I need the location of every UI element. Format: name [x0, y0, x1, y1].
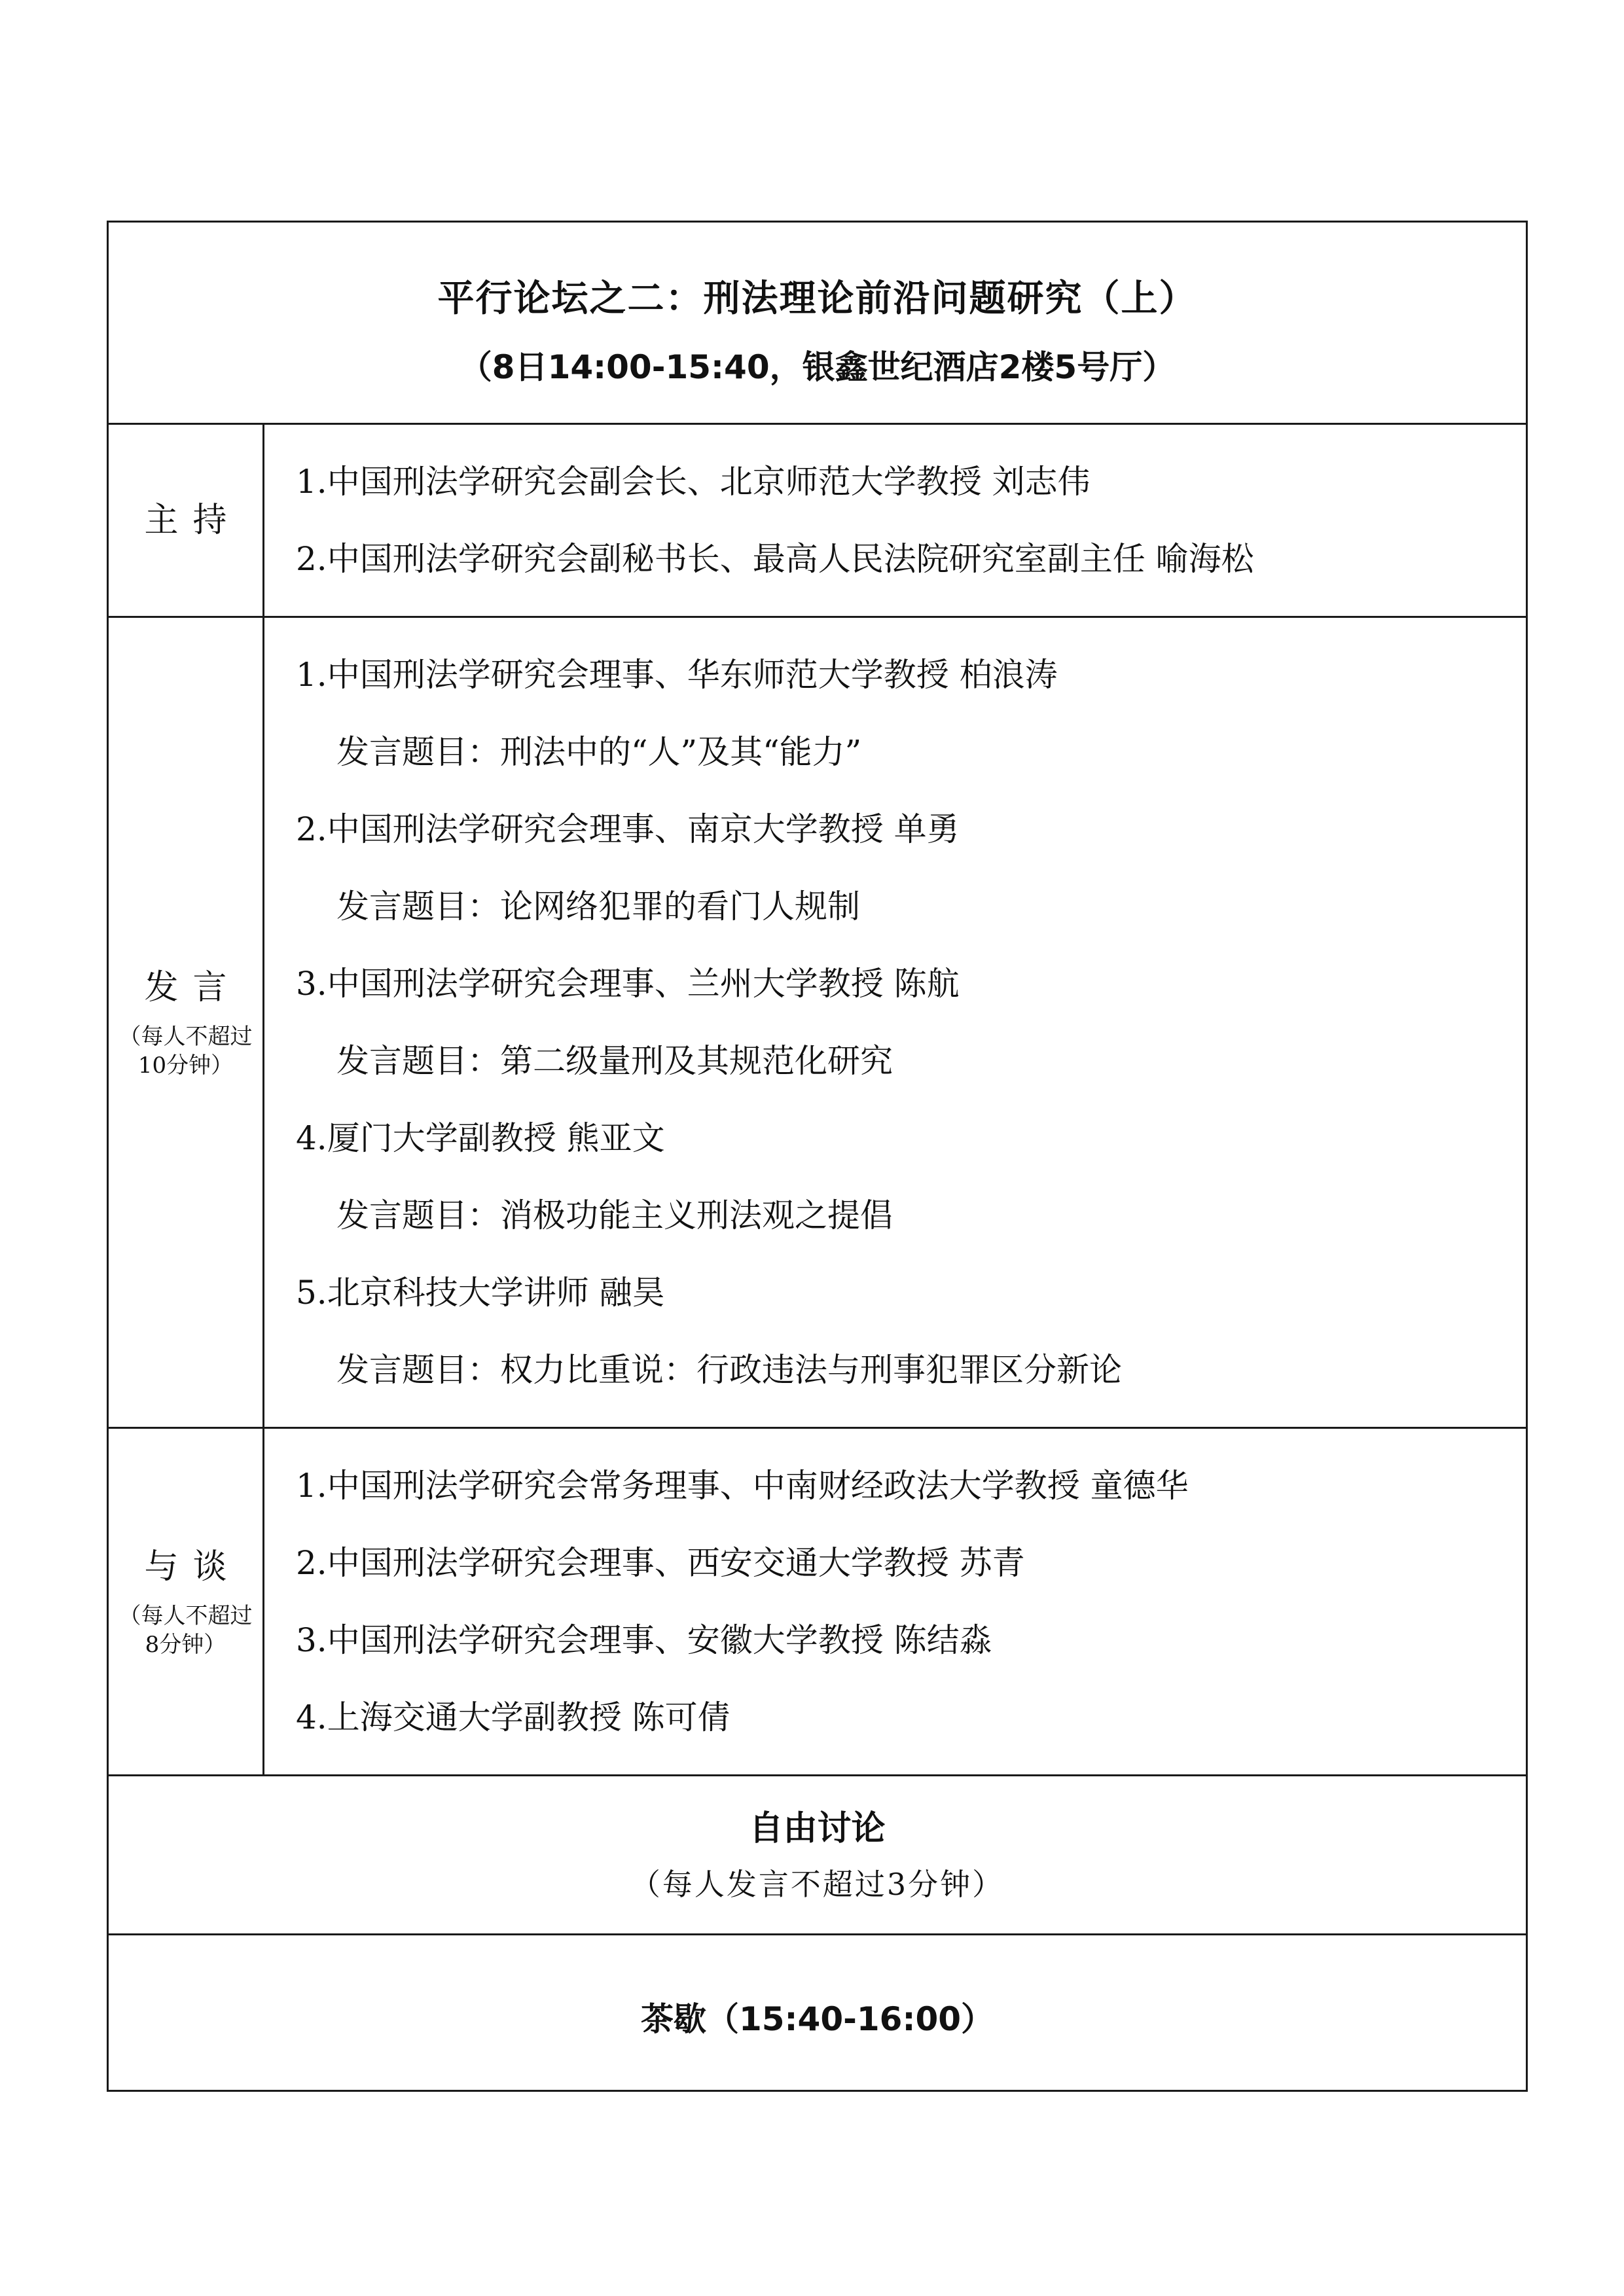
host-label: 主持 [144, 501, 242, 540]
tea-break-text: 茶歇（15:40-16:00） [640, 2000, 994, 2038]
speaker-topic: 发言题目：权力比重说：行政违法与刑事犯罪区分新论 [336, 1351, 1122, 1389]
tea-break-cell [108, 1935, 1527, 2091]
speakers-label: 发言 [144, 968, 242, 1007]
free-discussion-title: 自由讨论 [749, 1809, 886, 1848]
discussant-item: 1.中国刑法学研究会常务理事、中南财经政法大学教授 童德华 [296, 1467, 1189, 1505]
host-item: 1.中国刑法学研究会副会长、北京师范大学教授 刘志伟 [296, 463, 1091, 501]
speaker-item: 5.北京科技大学讲师 融昊 [296, 1274, 665, 1312]
host-content-cell [264, 424, 1527, 617]
host-label-cell [108, 424, 264, 617]
speakers-label-cell [108, 617, 264, 1428]
speaker-item: 1.中国刑法学研究会理事、华东师范大学教授 柏浪涛 [296, 656, 1058, 694]
forum-time-location: （8日14:00-15:40，银鑫世纪酒店2楼5号厅） [459, 348, 1176, 386]
speaker-topic: 发言题目：论网络犯罪的看门人规制 [336, 888, 860, 925]
header-cell [108, 222, 1527, 424]
speaker-item: 2.中国刑法学研究会理事、南京大学教授 单勇 [296, 810, 960, 848]
forum-title: 平行论坛之二：刑法理论前沿问题研究（上） [437, 278, 1197, 320]
speakers-content-cell [264, 617, 1527, 1428]
free-discussion-cell [108, 1776, 1527, 1935]
discussant-item: 2.中国刑法学研究会理事、西安交通大学教授 苏青 [296, 1544, 1025, 1582]
speakers-row [108, 617, 1527, 1428]
discussant-item: 3.中国刑法学研究会理事、安徽大学教授 陈结淼 [296, 1621, 992, 1659]
discussants-time-note: （每人不超过8分钟） [118, 1603, 253, 1658]
discussants-row [108, 1428, 1527, 1776]
host-row [108, 424, 1527, 617]
discussant-item: 4.上海交通大学副教授 陈可倩 [296, 1698, 731, 1736]
speaker-topic: 发言题目：刑法中的“人”及其“能力” [336, 733, 862, 771]
free-discussion-note: （每人发言不超过3分钟） [630, 1867, 1005, 1902]
discussants-content-cell [264, 1428, 1527, 1776]
speakers-time-note: （每人不超过10分钟） [118, 1024, 253, 1079]
discussants-label-cell [108, 1428, 264, 1776]
speaker-item: 4.厦门大学副教授 熊亚文 [296, 1119, 665, 1157]
forum-schedule-table [107, 221, 1528, 2092]
speaker-topic: 发言题目：第二级量刑及其规范化研究 [336, 1042, 893, 1080]
discussants-label: 与谈 [144, 1547, 242, 1587]
host-item: 2.中国刑法学研究会副秘书长、最高人民法院研究室副主任 喻海松 [296, 540, 1254, 578]
speaker-topic: 发言题目：消极功能主义刑法观之提倡 [336, 1196, 893, 1234]
speaker-item: 3.中国刑法学研究会理事、兰州大学教授 陈航 [296, 965, 960, 1003]
